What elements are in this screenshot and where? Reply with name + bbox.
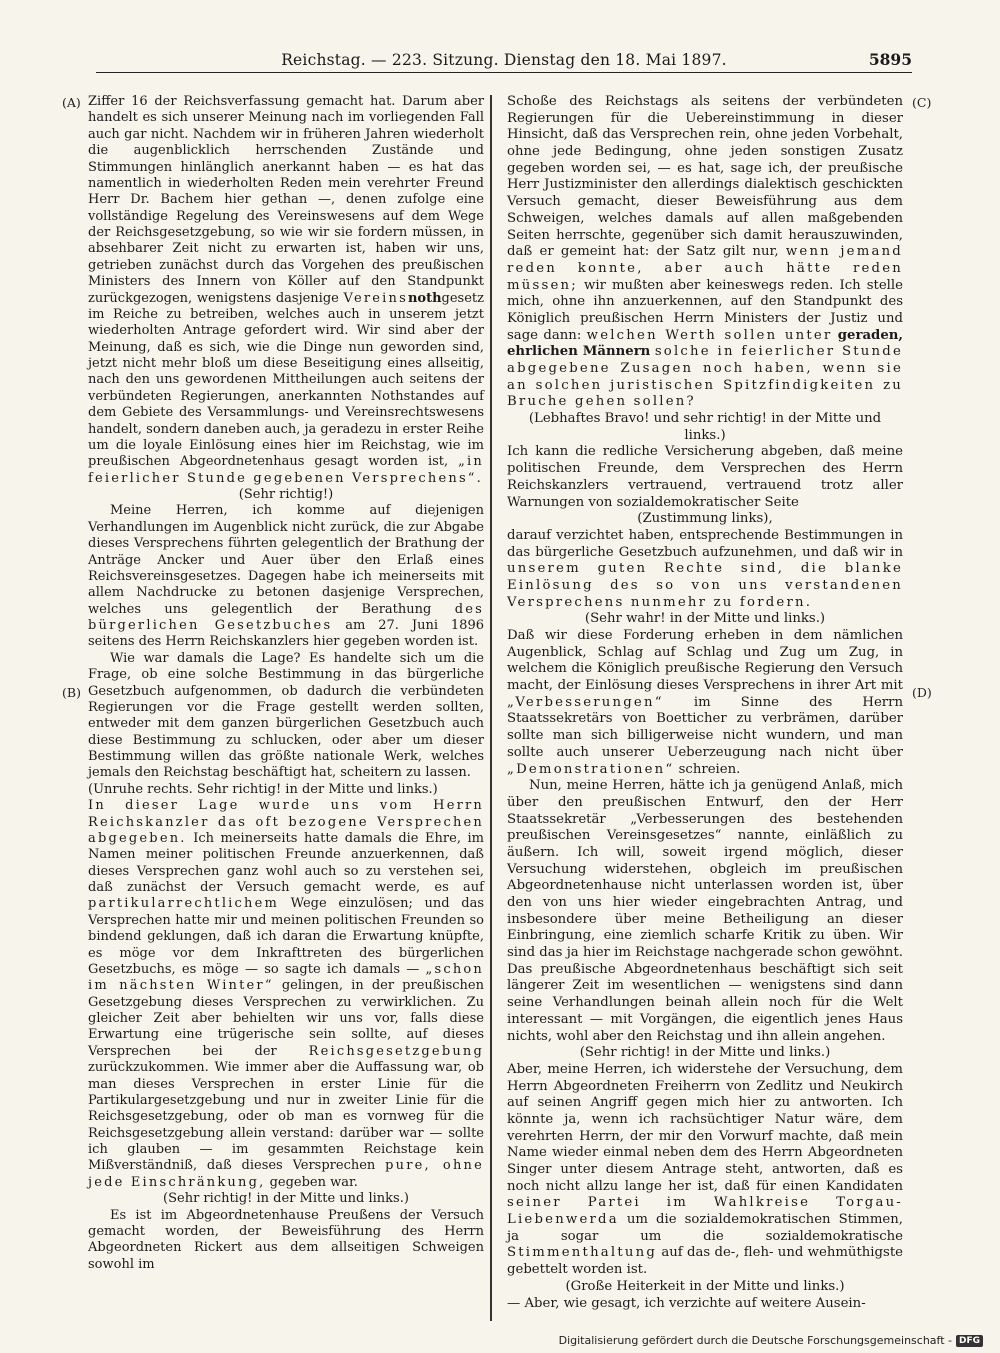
paragraph: darauf verzichtet haben, entsprechende Bestimmungen in das bürgerliche Gesetzbuch aufzunehmen, und daß wir in unserem guten Rechte sind, die blanke Einlösung des so von uns verstandenen Versprechens nunmehr zu fordern. [507,527,903,610]
left-column [88,94,484,1273]
paragraph: Es ist im Abgeordnetenhause Preußens der Versuch gemacht worden, der Beweisführung des Herrn Abgeordneten Rickert aus dem allseitigen Schweigen sowohl im [88,1207,484,1272]
page-header-title: Reichstag. — 223. Sitzung. Dienstag den 18. Mai 1897. [281,51,727,69]
margin-marker-a: (A) [62,95,81,110]
interjection: (Sehr wahr! in der Mitte und links.) [584,611,826,627]
margin-marker-b: (B) [62,685,81,700]
interjection: (Unruhe rechts. Sehr richtig! in der Mitte und links.) [88,781,438,797]
margin-marker-d: (D) [912,685,932,700]
paragraph: Aber, meine Herren, ich widerstehe der Versuchung, dem Herrn Abgeordneten Freiherrn von Zedlitz und Neukirch auf seinen Angriff gegen mich hier zu antworten. Ich könnte ja, wenn ich rachsüchtiger Natur wäre, dem verehrten Herrn, der mir den Vorwurf machte, daß mein Name wieder einmal neben dem des Herrn Abgeordneten Singer unter diesem Antrage steht, antworten, daß es noch nicht allzu lange her ist, daß für einen Kandidaten seiner Partei im Wahlkreise Torgau-Liebenwerda um die sozialdemokratischen Stimmen, ja sogar um die sozialdemokratische Stimmenthaltung auf das de-, fleh- und wehmüthigste gebettelt worden ist. [507,1061,903,1278]
paragraph: Ich kann die redliche Versicherung abgeben, daß meine politischen Freunde, dem Versprechen des Herrn Reichskanzlers vertrauend, vertrauend trotz aller Warnungen von sozialdemokratischer Seite [507,444,903,510]
paragraph: Ziffer 16 der Reichsverfassung gemacht hat. Darum aber handelt es sich unserer Meinung nach im vorliegenden Fall auch gar nicht. Nachdem wir in früheren Jahren wiederholt die augenblicklich herrschenden Zustände und Stimmungen hinlänglich anerkannt haben — es hat das namentlich in wiederholten Reden mein verehrter Freund Herr Dr. Bachem hier gethan —, denen zufolge eine vollständige Regelung des Vereinswesens auf dem Wege der Reichsgesetzgebung, so wie wir sie fordern müssen, in absehbarer Zeit nicht zu erwarten ist, haben wir uns, getrieben zunächst durch das Vorgehen des preußischen Ministers des Innern von Köller auf den Standpunkt zurückgezogen, wenigstens dasjenige Vereinsnothgesetz im Reiche zu betreiben, welches auch in unserem jetzt wiederholten Antrage gefordert wird. Wir sind aber der Meinung, daß es sich, wie die Dinge nun geworden sind, jetzt nicht mehr bloß um diese Beseitigung eines allseitig, nach den uns gewordenen Mittheilungen auch seitens der verbündeten Regierungen, anerkannten Nothstandes auf dem Gebiete des Versammlungs- und Vereinsrechtswesens handelt, sondern daneben auch, ja geradezu in erster Reihe um die loyale Einlösung eines hier im Reichstag, wie im preußischen Abgeordnetenhaus gesagt worden ist, „in feierlicher Stunde gegebenen Versprechens“. [88,94,484,486]
digitization-credit [559,1334,983,1347]
paragraph: In dieser Lage wurde uns vom Herrn Reichskanzler das oft bezogene Versprechen abgegeben. Ich meinerseits hatte damals die Ehre, im Namen meiner politischen Freunde anzuerkennen, daß dieses Versprechen ganz wohl auch so zu verstehen sei, daß zunächst der Versuch gemacht werde, es auf partikularrechtlichem Wege einzulösen; und das Versprechen hatte mir und meinen politischen Freunden so bindend geklungen, daß ich daran die Erwartung knüpfte, es möge vor dem Inkrafttreten des bürgerlichen Gesetzbuchs, es möge — so sagte ich damals — „schon im nächsten Winter“ gelingen, in der preußischen Gesetzgebung dieses Versprechen zu verwirklichen. Zu gleicher Zeit aber behielten wir uns vor, falls diese Erwartung eine trügerische sein sollte, auf dieses Versprechen bei der Reichsgesetzgebung zurückzukommen. Wie immer aber die Auffassung war, ob man dieses Versprechen in erster Linie für die Partikulargesetzgebung und nur in zweiter Linie für die Reichsgesetzgebung, oder ob man es vornweg für die Reichsgesetzgebung allein verstand: darüber war — sollte ich glauben — im gesammten Reichstage kein Mißverständniß, daß dieses Versprechen pure, ohne jede Einschränkung, gegeben war. [88,798,485,1190]
interjection: (Sehr richtig! in der Mitte und links.) [163,1191,409,1207]
column-divider [490,95,492,1321]
right-column [507,94,903,1312]
paragraph: Daß wir diese Forderung erheben in dem nämlichen Augenblick, Schlag auf Schlag und Zug um Zug, in welchem die Königlich preußische Regierung den Versuch macht, der Einlösung dieses Versprechens in ihrer Art mit „Verbesserungen“ im Sinne des Herrn Staatssekretärs von Boetticher zu verbrämen, darüber sollte man sich billigerweise nicht wundern, und man sollte auch unserer Ueberzeugung nach nicht über „Demonstrationen“ schreien. [507,628,903,777]
interjection: (Große Heiterkeit in der Mitte und links.) [565,1278,845,1294]
interjection: (Sehr richtig! in der Mitte und links.) [579,1045,831,1061]
interjection: (Sehr richtig!) [238,487,334,502]
paragraph: — Aber, wie gesagt, ich verzichte auf weitere Ausein- [507,1295,866,1311]
margin-marker-c: (C) [912,95,932,110]
paragraph: Meine Herren, ich komme auf diejenigen Verhandlungen im Augenblick nicht zurück, die zur Abgabe dieses Versprechens führten gelegentlich der Brathung der Anträge Ancker und Auer über den Erlaß eines Reichsvereinsgesetzes. Dagegen habe ich meinerseits mit allem Nachdrucke zu betonen dasjenige Versprechen, welches uns gelegentlich der Berathung des bürgerlichen Gesetzbuches am 27. Juni 1896 seitens des Herrn Reichskanzlers hier gegeben worden ist. [88,503,484,650]
paragraph: Nun, meine Herren, hätte ich ja genügend Anlaß, mich über den preußischen Entwurf, den der Herr Staatssekretär „Verbesserungen des bestehenden preußischen Vereinsgesetzes“ nannte, einläßlich zu äußern. Ich will, soweit irgend möglich, dieser Versuchung widerstehen, obgleich im preußischen Abgeordnetenhause nicht unterlassen worden ist, über den von uns hier wieder eingebrachten Antrag, und insbesondere über meine Betheiligung an dieser Einbringung, eine ziemlich scharfe Kritik zu üben. Wir sind das ja hier im Reichstage nachgerade schon gewöhnt. Das preußische Abgeordnetenhaus beschäftigt sich seit längerer Zeit im wesentlichen — wenigstens sind dann seine Verhandlungen beinah allein noch für die Welt interessant — mit Vorgängen, die eigentlich jenes Haus nichts, wohl aber den Reichstag und ihn allein angehen. [507,778,903,1044]
paragraph: Schoße des Reichstags als seitens der verbündeten Regierungen für die Uebereinstimmung in dieser Hinsicht, daß das Versprechen rein, ohne jeden Vorbehalt, ohne jede Bedingung, ohne jeden sonstigen Zusatz gegeben worden sei, — es hat, sage ich, der preußische Herr Justizminister den allerdings dialektisch geschickten Versuch gemacht, dieser Beweisführung aus dem Schweigen, welches damals auf allen maßgebenden Seiten herrschte, gegenüber sich damit herauszuwinden, daß er gemeint hat: der Satz gilt nur, wenn jemand reden konnte, aber auch hätte reden müssen; wir mußten aber keineswegs reden. Ich stelle mich, ohne ihn anzuerkennen, auf den Standpunkt des Königlich preußischen Herrn Ministers der Justiz und sage dann: welchen Werth sollen unter geraden, ehrlichen Männern solche in feierlicher Stunde abgegebene Zusagen noch haben, wenn sie an solchen juristischen Spitzfindigkeiten zu Bruche gehen sollen? [507,94,903,410]
page-header [96,50,912,73]
page-number: 5895 [868,50,912,69]
dfg-logo-icon: DFG [956,1335,983,1347]
footer-text: Digitalisierung gefördert durch die Deutsche Forschungsgemeinschaft - [558,1334,952,1347]
interjection: (Lebhaftes Bravo! und sehr richtig! in der Mitte und links.) [528,411,882,443]
paragraph: Wie war damals die Lage? Es handelte sich um die Frage, ob eine solche Bestimmung in das bürgerliche Gesetzbuch aufgenommen, ob dadurch die verbündeten Regierungen vor die Frage gestellt werden sollten, entweder mit dem ganzen bürgerlichen Gesetzbuch auch diese Bestimmung zu schlucken, oder aber um dieser Bestimmung willen das größte nationale Werk, welches jemals den Reichstag beschäftigt hat, scheitern zu lassen. [88,650,484,781]
interjection: (Zustimmung links), [637,511,773,527]
